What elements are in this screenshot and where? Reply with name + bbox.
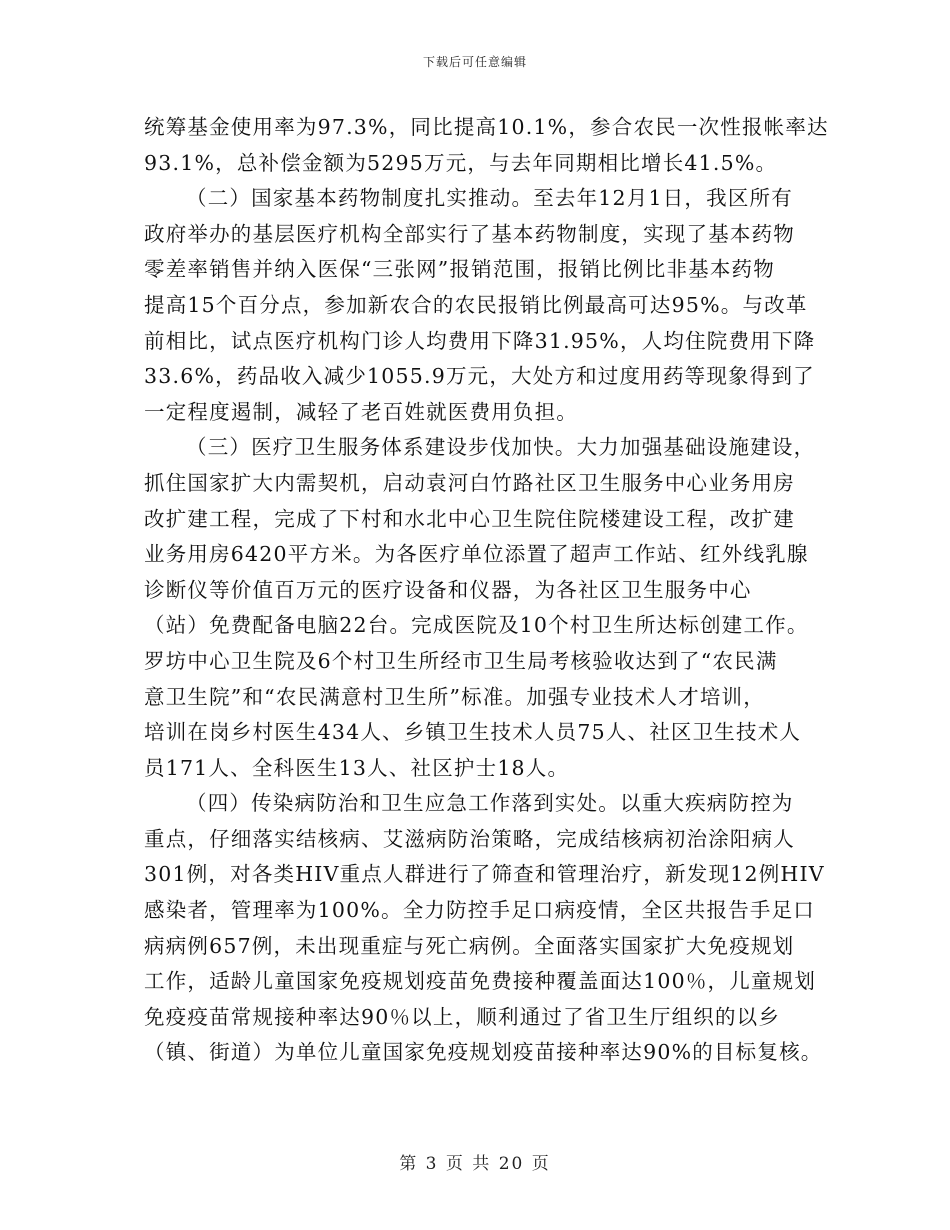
text-line: 意卫生院”和“农民满意村卫生所”标准。加强专业技术人才培训， — [144, 684, 765, 709]
text-line: 改扩建工程，完成了下村和水北中心卫生院住院楼建设工程，改扩建 — [144, 506, 795, 531]
text-line: 工作，适龄儿童国家免疫规划疫苗免费接种覆盖面达100％，儿童规划 — [144, 969, 817, 994]
text-line: （二）国家基本药物制度扎实推动。至去年12月1日，我区所有 — [186, 186, 793, 211]
text-line: （站）免费配备电脑22台。完成医院及10个村卫生所达标创建工作。 — [144, 613, 809, 638]
text-line: 业务用房6420平方米。为各医疗单位添置了超声工作站、红外线乳腺 — [144, 542, 809, 567]
page-number-footer: 第 3 页 共 20 页 — [399, 1154, 551, 1174]
paragraph-disease-prevention — [144, 786, 825, 1071]
text-line: （三）医疗卫生服务体系建设步伐加快。大力加强基础设施建设， — [186, 435, 816, 460]
text-line: 罗坊中心卫生院及6个村卫生所经市卫生局考核验收达到了“农民满 — [144, 648, 778, 673]
text-line: 前相比，试点医疗机构门诊人均费用下降31.95%，人均住院费用下降 — [144, 328, 816, 353]
text-line: 93.1%，总补偿金额为5295万元，与去年同期相比增长41.5%。 — [144, 150, 778, 175]
text-line: （四）传染病防治和卫生应急工作落到实处。以重大疾病防控为 — [186, 791, 794, 816]
text-line: 病病例657例，未出现重症与死亡病例。全面落实国家扩大免疫规划 — [144, 933, 795, 958]
text-line: 重点，仔细落实结核病、艾滋病防治策略，完成结核病初治涂阳病人 — [144, 826, 795, 851]
text-line: 301例，对各类HIV重点人群进行了筛查和管理治疗，新发现12例HIV — [144, 862, 825, 887]
text-line: 员171人、全科医生13人、社区护士18人。 — [144, 755, 570, 780]
text-line: （镇、街道）为单位儿童国家免疫规划疫苗接种率达90%的目标复核。 — [144, 1040, 823, 1065]
text-line: 统筹基金使用率为97.3%，同比提高10.1%，参合农民一次性报帐率达 — [144, 115, 829, 139]
text-line: 诊断仪等价值百万元的医疗设备和仪器，为各社区卫生服务中心 — [144, 577, 752, 602]
text-line: 政府举办的基层医疗机构全部实行了基本药物制度，实现了基本药物 — [144, 221, 795, 246]
text-line: 培训在岗乡村医生434人、乡镇卫生技术人员75人、社区卫生技术人 — [144, 720, 802, 745]
paragraph-health-service-system — [144, 430, 814, 786]
text-line: 提高15个百分点，参加新农合的农民报销比例最高可达95%。与改革 — [144, 292, 808, 317]
paragraph-essential-drugs — [144, 181, 814, 430]
text-line: 抓住国家扩大内需契机，启动袁河白竹路社区卫生服务中心业务用房 — [144, 470, 795, 495]
page-header-note: 下载后可任意编辑 — [422, 55, 527, 69]
text-line: 免疫疫苗常规接种率达90％以上，顺利通过了省卫生厅组织的以乡 — [144, 1004, 781, 1029]
paragraph-fund-usage — [144, 110, 829, 181]
text-line: 一定程度遏制，减轻了老百姓就医费用负担。 — [144, 399, 578, 424]
document-body — [144, 110, 829, 1071]
text-line: 零差率销售并纳入医保“三张网”报销范围，报销比例比非基本药物 — [144, 257, 775, 282]
text-line: 33.6%，药品收入减少1055.9万元，大处方和过度用药等现象得到了 — [144, 364, 815, 389]
text-line: 感染者，管理率为100%。全力防控手足口病疫情，全区共报告手足口 — [144, 898, 816, 923]
